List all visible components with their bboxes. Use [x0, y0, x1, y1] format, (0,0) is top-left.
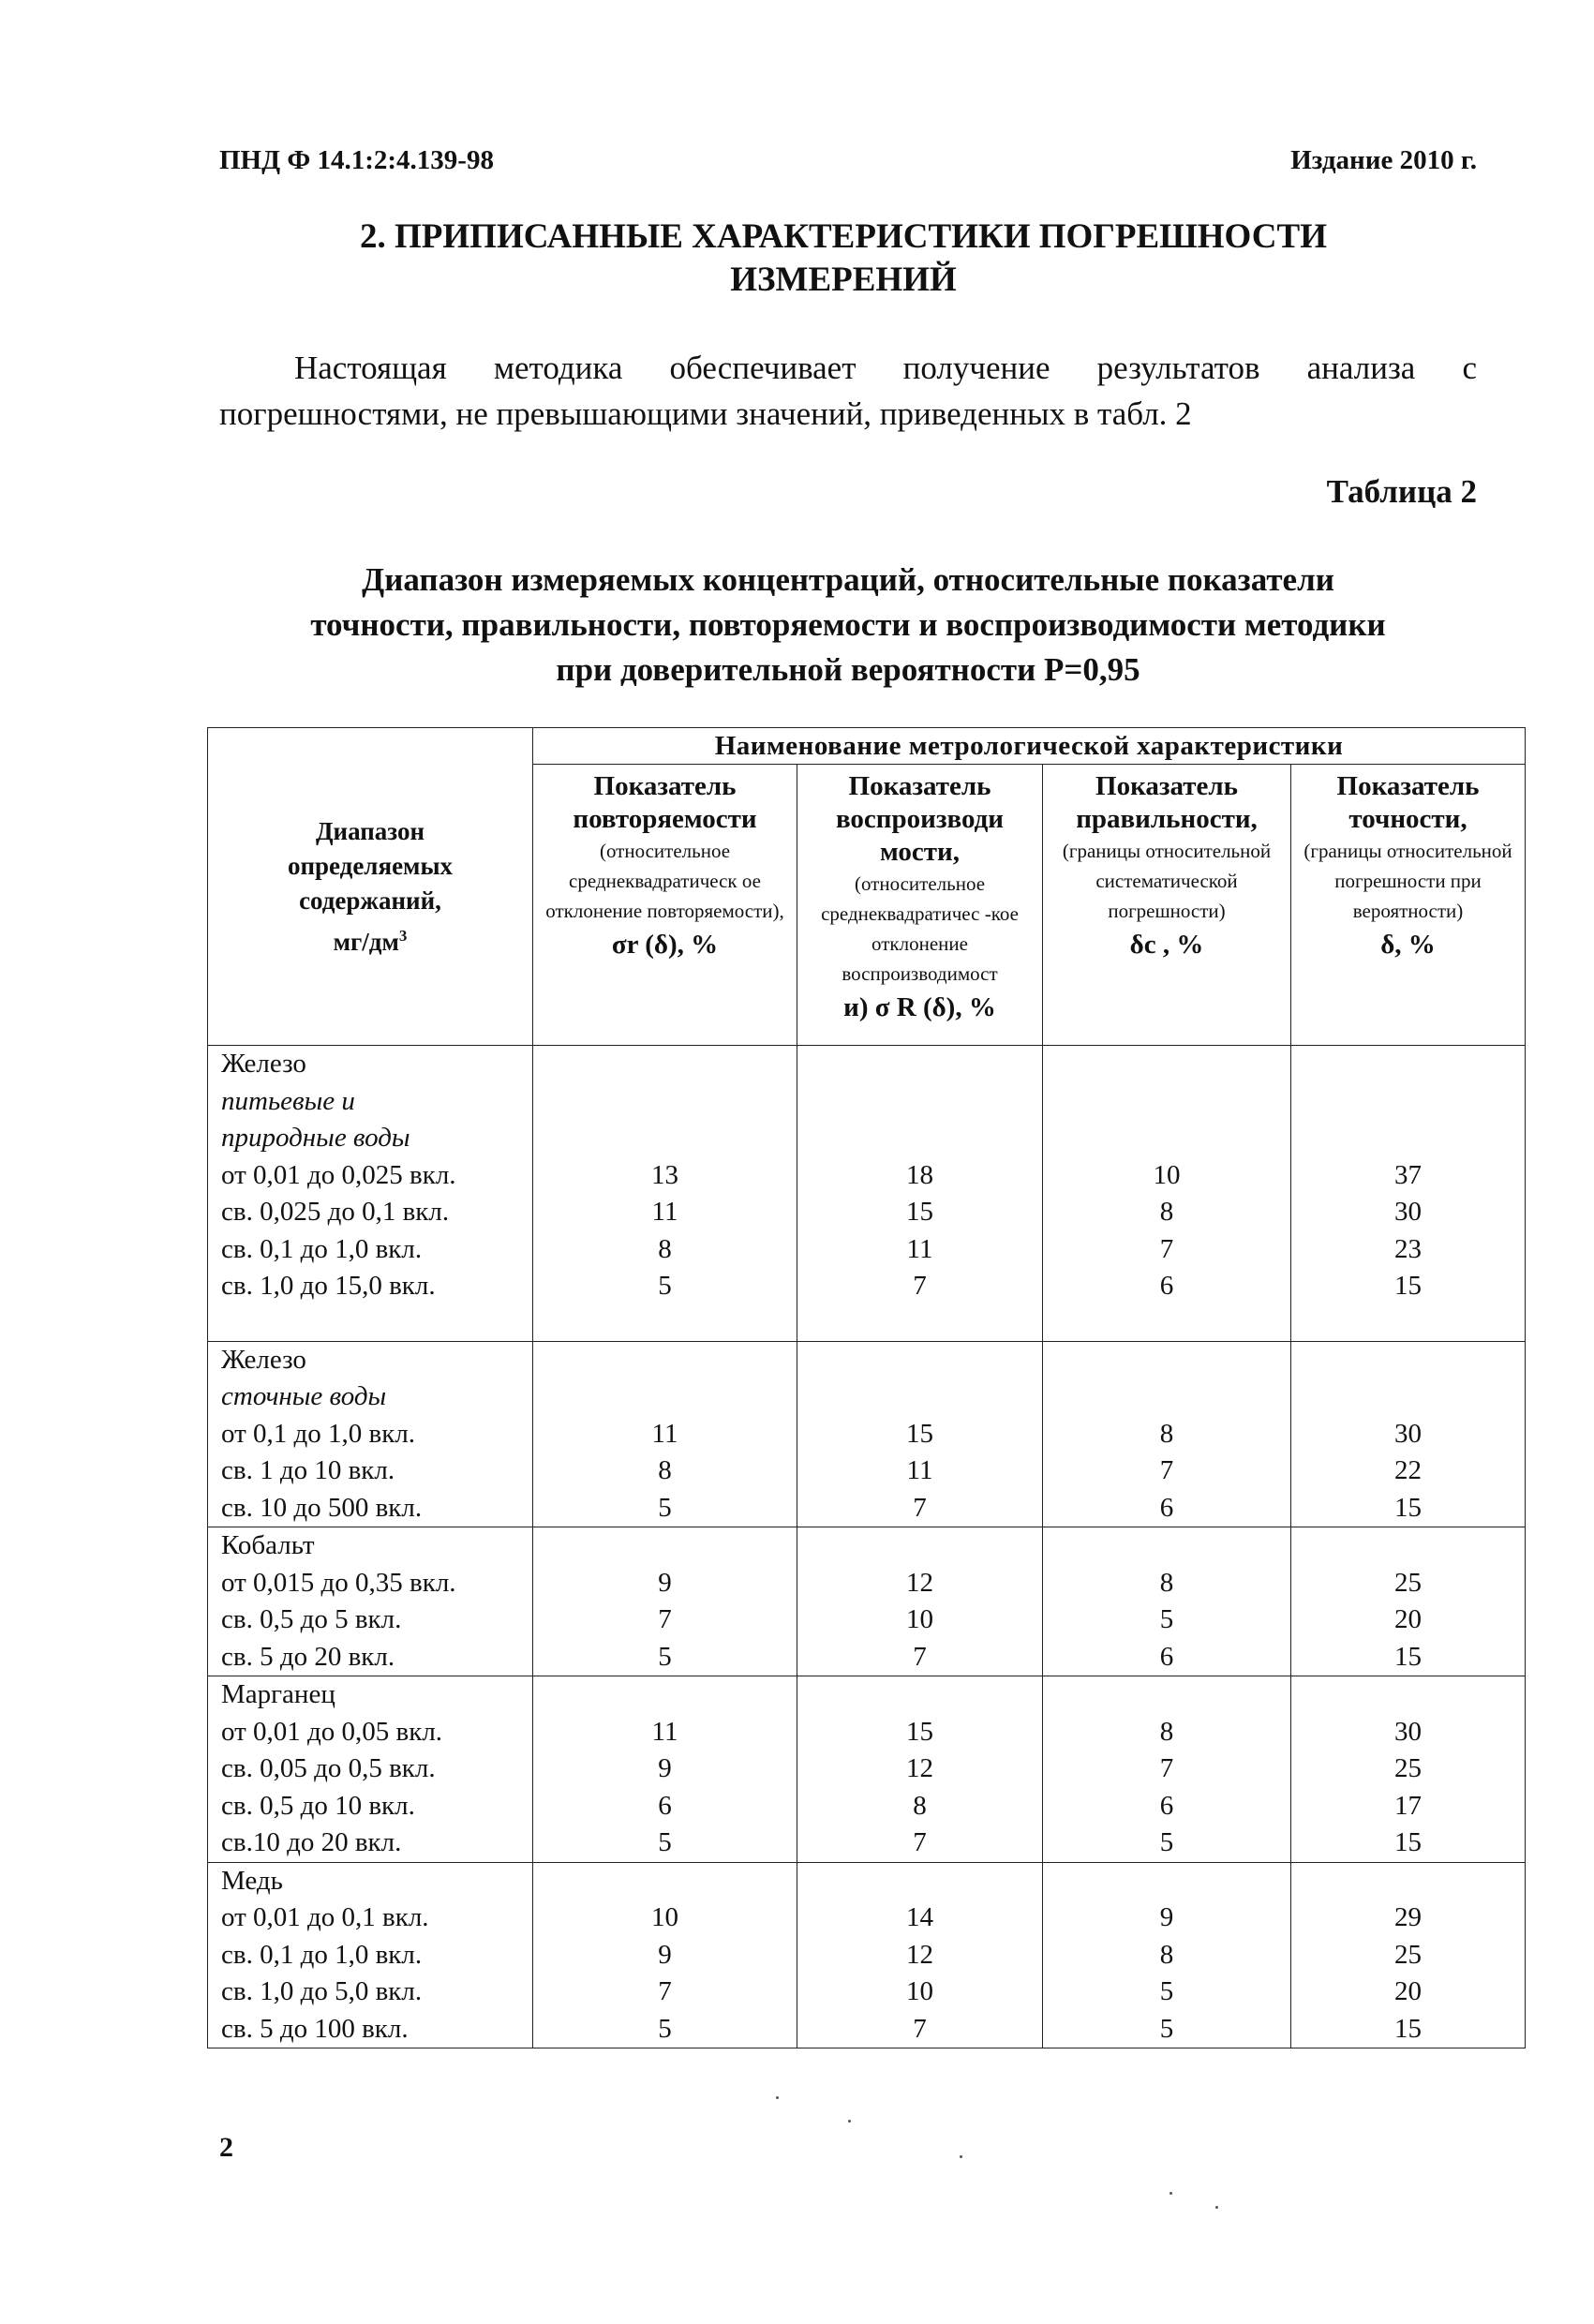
- metric-value: 11: [906, 1455, 933, 1485]
- metric-value: 5: [658, 1827, 672, 1857]
- column-header-symbol: и) σ R (δ), %: [843, 992, 996, 1022]
- metric-value: 6: [1159, 1641, 1174, 1672]
- column-header-description: (границы относительной систематической погрешности): [1062, 840, 1272, 922]
- caption-line-1: Диапазон измеряемых концентраций, относительные показатели: [362, 561, 1334, 598]
- metric-value: 10: [1153, 1159, 1181, 1190]
- metric-value: 8: [1159, 1939, 1174, 1970]
- metric-value: 7: [913, 1271, 927, 1301]
- characteristic-group-header: Наименование метрологической характеристики: [533, 728, 1526, 765]
- spacer: [533, 1676, 797, 1714]
- concentration-range: от 0,015 до 0,35 вкл.: [221, 1567, 456, 1598]
- range-cell: [208, 1527, 533, 1676]
- column-header-4: [1291, 765, 1526, 1046]
- water-type: сточные воды: [221, 1381, 387, 1411]
- metric-value: 6: [1159, 1271, 1174, 1301]
- spacer: [797, 1046, 1042, 1083]
- metric-value: 11: [651, 1418, 678, 1449]
- metric-value: 7: [658, 1604, 672, 1634]
- metric-value: 8: [1159, 1567, 1174, 1598]
- value-cell: [1043, 1046, 1291, 1342]
- value-cell: [1291, 1341, 1526, 1527]
- spacer: [1043, 1676, 1290, 1714]
- spacer: [797, 1863, 1042, 1900]
- metric-value: 10: [906, 1976, 933, 2006]
- element-name: Марганец: [221, 1679, 335, 1709]
- table-row: [208, 1862, 1526, 2048]
- column-header-description: (границы относительной погрешности при вероятности): [1304, 840, 1512, 922]
- metric-value: 8: [658, 1455, 672, 1485]
- column-header-title: Показатель правильности,: [1076, 771, 1258, 834]
- value-cell: [1043, 1862, 1291, 2048]
- metrology-table: [207, 727, 1526, 2048]
- value-cell: [533, 1676, 797, 1863]
- scan-speck: [960, 2155, 962, 2158]
- metric-value: 7: [1159, 1753, 1174, 1783]
- metric-value: 30: [1394, 1197, 1423, 1227]
- spacer: [1043, 1342, 1290, 1379]
- spacer: [533, 1863, 797, 1900]
- column-header-title: Показатель повторяемости: [573, 771, 757, 834]
- concentration-range: св. 5 до 100 вкл.: [221, 2013, 409, 2044]
- spacer: [1291, 1342, 1525, 1379]
- column-header-symbol: σr (δ), %: [611, 930, 719, 960]
- section-title-line-1: 2. ПРИПИСАННЫЕ ХАРАКТЕРИСТИКИ ПОГРЕШНОСТИ: [360, 217, 1327, 256]
- value-cell: [1043, 1676, 1291, 1863]
- table-label: Таблица 2: [1326, 473, 1477, 510]
- concentration-range: от 0,01 до 0,1 вкл.: [221, 1902, 429, 1932]
- metric-value: 5: [1159, 1976, 1174, 2006]
- metric-value: 5: [658, 2013, 672, 2044]
- metric-value: 15: [1394, 1641, 1423, 1672]
- metric-value: 15: [906, 1197, 933, 1227]
- spacer: [533, 1120, 797, 1157]
- metric-value: 15: [1394, 2013, 1423, 2044]
- spacer: [533, 1527, 797, 1565]
- metric-value: 25: [1394, 1753, 1423, 1783]
- range-cell: [208, 1046, 533, 1342]
- water-type: питьевые и: [221, 1085, 355, 1116]
- metric-value: 5: [658, 1641, 672, 1672]
- metric-value: 9: [1159, 1902, 1174, 1932]
- concentration-range: св. 5 до 20 вкл.: [221, 1641, 395, 1672]
- document-code: ПНД Ф 14.1:2:4.139-98: [219, 145, 494, 175]
- metric-value: 25: [1394, 1567, 1423, 1598]
- metric-value: 22: [1394, 1455, 1423, 1485]
- section-title-line-2: ИЗМЕРЕНИЙ: [730, 261, 957, 299]
- spacer: [1043, 1083, 1290, 1121]
- metric-value: 7: [913, 1641, 927, 1672]
- metric-value: 5: [658, 1492, 672, 1523]
- spacer: [797, 1527, 1042, 1565]
- element-name: Кобальт: [221, 1530, 315, 1560]
- spacer: [1043, 1863, 1290, 1900]
- metric-value: 7: [1159, 1233, 1174, 1264]
- water-type: природные воды: [221, 1123, 410, 1153]
- concentration-range: св. 0,1 до 1,0 вкл.: [221, 1939, 423, 1970]
- range-cell: [208, 1341, 533, 1527]
- metric-value: 11: [651, 1197, 678, 1227]
- concentration-range: св. 1,0 до 15,0 вкл.: [221, 1271, 436, 1301]
- concentration-range: св. 1,0 до 5,0 вкл.: [221, 1976, 423, 2006]
- concentration-range: от 0,01 до 0,05 вкл.: [221, 1716, 443, 1747]
- edition-label: Издание 2010 г.: [1290, 145, 1477, 175]
- metric-value: 6: [1159, 1492, 1174, 1523]
- scan-speck: [848, 2120, 851, 2123]
- spacer: [1291, 1863, 1525, 1900]
- metric-value: 9: [658, 1753, 672, 1783]
- value-cell: [797, 1862, 1043, 2048]
- caption-line-2: точности, правильности, повторяемости и воспроизводимости методики: [310, 606, 1386, 643]
- metric-value: 15: [1394, 1492, 1423, 1523]
- value-cell: [533, 1341, 797, 1527]
- concentration-range: св. 1 до 10 вкл.: [221, 1455, 395, 1485]
- metric-value: 23: [1394, 1233, 1423, 1264]
- metric-value: 10: [651, 1902, 678, 1932]
- column-header-title: Показатель воспроизводи мости,: [835, 771, 1005, 867]
- intro-paragraph: Настоящая методика обеспечивает получение результатов анализа с погрешностями, не превышающими значений, приведенных в табл. 2: [219, 350, 1477, 432]
- value-cell: [797, 1341, 1043, 1527]
- metric-value: 30: [1394, 1716, 1423, 1747]
- value-cell: [1291, 1527, 1526, 1676]
- value-cell: [1291, 1046, 1526, 1342]
- concentration-range: св. 0,5 до 10 вкл.: [221, 1790, 415, 1821]
- spacer: [1291, 1120, 1525, 1157]
- spacer: [797, 1378, 1042, 1416]
- column-header-description: (относительное среднеквадратическ ое отклонение повторяемости),: [545, 840, 784, 922]
- metric-value: 6: [1159, 1790, 1174, 1821]
- spacer: [1043, 1120, 1290, 1157]
- scan-speck: [776, 2096, 779, 2099]
- spacer: [533, 1083, 797, 1121]
- metric-value: 30: [1394, 1418, 1423, 1449]
- metric-value: 5: [1159, 1827, 1174, 1857]
- concentration-range: св. 0,05 до 0,5 вкл.: [221, 1753, 436, 1783]
- metric-value: 7: [658, 1976, 672, 2006]
- metric-value: 5: [1159, 2013, 1174, 2044]
- spacer: [1043, 1046, 1290, 1083]
- metric-value: 13: [651, 1159, 678, 1190]
- spacer: [1043, 1527, 1290, 1565]
- metric-value: 6: [658, 1790, 672, 1821]
- scan-speck: [1215, 2206, 1218, 2209]
- value-cell: [533, 1527, 797, 1676]
- metric-value: 7: [1159, 1455, 1174, 1485]
- spacer: [533, 1378, 797, 1416]
- element-name: Железо: [221, 1049, 306, 1079]
- metric-value: 20: [1394, 1604, 1423, 1634]
- column-header-description: (относительное среднеквадратичес -кое отклонение воспроизводимост: [821, 872, 1019, 985]
- value-cell: [1291, 1676, 1526, 1863]
- metric-value: 7: [913, 2013, 927, 2044]
- table-row: [208, 1676, 1526, 1863]
- spacer: [1043, 1378, 1290, 1416]
- value-cell: [797, 1527, 1043, 1676]
- concentration-range: от 0,1 до 1,0 вкл.: [221, 1418, 416, 1449]
- column-header-symbol: δc , %: [1129, 930, 1204, 960]
- metric-value: 15: [1394, 1271, 1423, 1301]
- value-cell: [1043, 1341, 1291, 1527]
- column-header-3: [1043, 765, 1291, 1046]
- spacer: [1291, 1083, 1525, 1121]
- metric-value: 12: [906, 1753, 933, 1783]
- metric-value: 12: [906, 1567, 933, 1598]
- metric-value: 7: [913, 1492, 927, 1523]
- metric-value: 8: [1159, 1197, 1174, 1227]
- metric-value: 29: [1394, 1902, 1423, 1932]
- concentration-range: св.10 до 20 вкл.: [221, 1827, 402, 1857]
- metric-value: 18: [906, 1159, 933, 1190]
- spacer: [1291, 1527, 1525, 1565]
- value-cell: [533, 1862, 797, 2048]
- column-header-2: [797, 765, 1043, 1046]
- metric-value: 37: [1394, 1159, 1423, 1190]
- metric-value: 14: [906, 1902, 933, 1932]
- range-cell: [208, 1862, 533, 2048]
- metric-value: 11: [651, 1716, 678, 1747]
- table-caption: [219, 558, 1477, 693]
- spacer: [533, 1046, 797, 1083]
- range-column-header: Диапазон определяемых содержаний, $мг/дм^3$: [208, 728, 533, 1046]
- spacer: [797, 1676, 1042, 1714]
- concentration-range: св. 0,1 до 1,0 вкл.: [221, 1233, 423, 1264]
- metric-value: 20: [1394, 1976, 1423, 2006]
- metric-value: 8: [658, 1233, 672, 1264]
- table-row: [208, 1046, 1526, 1342]
- caption-line-3: при доверительной вероятности Р=0,95: [556, 651, 1140, 688]
- metric-value: 15: [906, 1418, 933, 1449]
- spacer: [797, 1120, 1042, 1157]
- spacer: [1291, 1676, 1525, 1714]
- spacer: [797, 1083, 1042, 1121]
- metric-value: 11: [906, 1233, 933, 1264]
- concentration-range: св. 0,025 до 0,1 вкл.: [221, 1197, 450, 1227]
- value-cell: [1291, 1862, 1526, 2048]
- page-number: 2: [219, 2132, 233, 2163]
- value-cell: [533, 1046, 797, 1342]
- metric-value: 17: [1394, 1790, 1423, 1821]
- value-cell: [1043, 1527, 1291, 1676]
- metric-value: 12: [906, 1939, 933, 1970]
- section-title: [216, 216, 1471, 302]
- element-name: Медь: [221, 1865, 283, 1896]
- metric-value: 9: [658, 1567, 672, 1598]
- value-cell: [797, 1046, 1043, 1342]
- metric-value: 5: [1159, 1604, 1174, 1634]
- concentration-range: св. 10 до 500 вкл.: [221, 1492, 423, 1523]
- metric-value: 15: [1394, 1827, 1423, 1857]
- column-header-symbol: δ, %: [1380, 930, 1436, 960]
- metric-value: 25: [1394, 1939, 1423, 1970]
- element-name: Железо: [221, 1344, 306, 1375]
- spacer: [1291, 1378, 1525, 1416]
- metric-value: 5: [658, 1271, 672, 1301]
- metric-value: 8: [913, 1790, 927, 1821]
- metric-value: 10: [906, 1604, 933, 1634]
- range-cell: [208, 1676, 533, 1863]
- column-header-1: [533, 765, 797, 1046]
- spacer: [1291, 1046, 1525, 1083]
- column-header-title: Показатель точности,: [1336, 771, 1480, 834]
- spacer: [797, 1342, 1042, 1379]
- value-cell: [797, 1676, 1043, 1863]
- table-row: [208, 1341, 1526, 1527]
- metric-value: 8: [1159, 1716, 1174, 1747]
- concentration-range: от 0,01 до 0,025 вкл.: [221, 1159, 456, 1190]
- metric-value: 15: [906, 1716, 933, 1747]
- scan-speck: [1169, 2192, 1172, 2195]
- metric-value: 8: [1159, 1418, 1174, 1449]
- concentration-range: св. 0,5 до 5 вкл.: [221, 1604, 402, 1634]
- table-row: [208, 1527, 1526, 1676]
- metric-value: 9: [658, 1939, 672, 1970]
- metric-value: 7: [913, 1827, 927, 1857]
- spacer: [533, 1342, 797, 1379]
